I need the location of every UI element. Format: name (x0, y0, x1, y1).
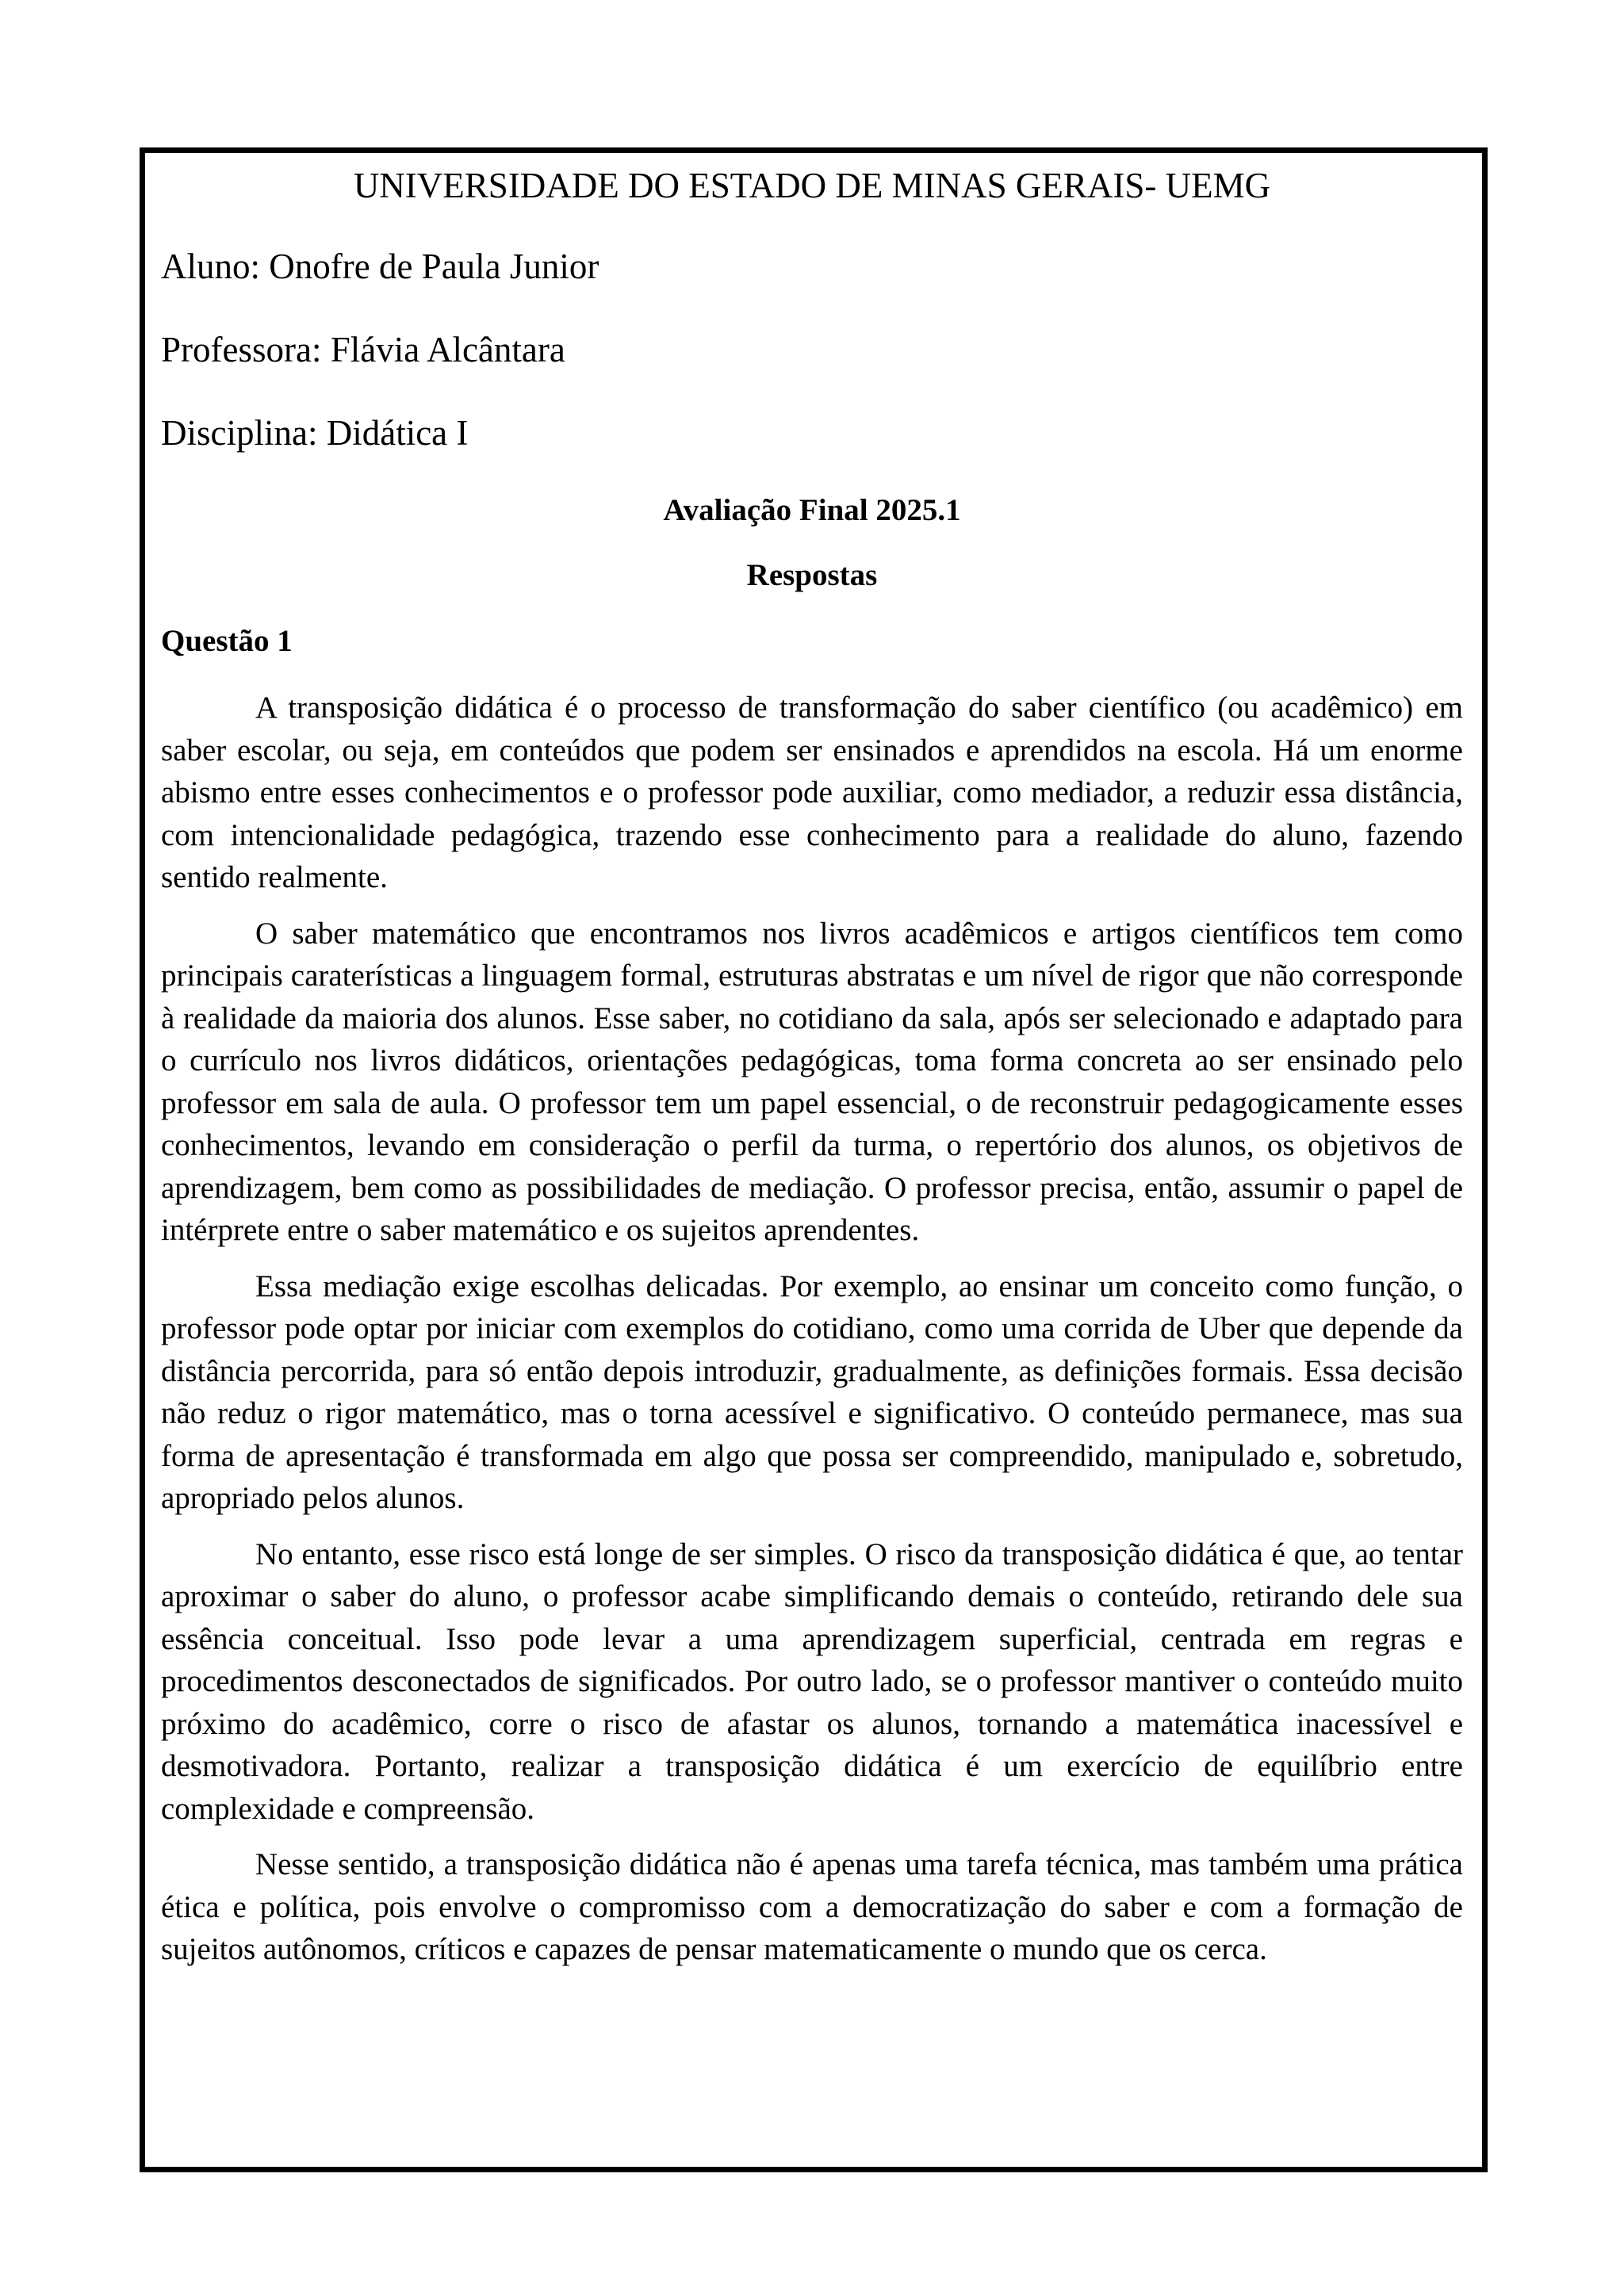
answer-paragraph: Nesse sentido, a transposição didática não é apenas uma tarefa técnica, mas também uma prática ética e política, pois envolve o compromisso com a democratização do saber e com a formação de sujeitos autônomos, críticos e capazes de pensar matematicamente o mundo que os cerca. (161, 1847, 1463, 1967)
question-title: Questão 1 (161, 623, 293, 658)
student-line: Aluno: Onofre de Paula Junior (161, 247, 599, 286)
subject-line: Disciplina: Didática I (161, 413, 469, 453)
answer-paragraph: Essa mediação exige escolhas delicadas. Por exemplo, ao ensinar um conceito como função, o professor pode optar por iniciar com exemplos do cotidiano, como uma corrida de Uber que depende da distância percorrida, para só então depois introduzir, gradualmente, as definições formais. Essa decisão não reduz o rigor matemático, mas o torna acessível e significativo. O conteúdo permanece, mas sua forma de apresentação é transformada em algo que possa ser compreendido, manipulado e, sobretudo, apropriado pelos alunos. (161, 1269, 1463, 1516)
answer-paragraph: No entanto, esse risco está longe de ser simples. O risco da transposição didática é que, ao tentar aproximar o saber do aluno, o professor acabe simplificando demais o conteúdo, retirando dele sua essência conceitual. Isso pode levar a uma aprendizagem superficial, centrada em regras e procedimentos desconectados de significados. Por outro lado, se o professor mantiver o conteúdo muito próximo do acadêmico, corre o risco de afastar os alunos, tornando a matemática inacessível e desmotivadora. Portanto, realizar a transposição didática é um exercício de equilíbrio entre complexidade e compreensão. (161, 1536, 1463, 1826)
university-title: UNIVERSIDADE DO ESTADO DE MINAS GERAIS- UEMG (353, 166, 1271, 205)
teacher-line: Professora: Flávia Alcântara (161, 330, 565, 369)
evaluation-title: Avaliação Final 2025.1 (663, 493, 961, 527)
answer-paragraph: A transposição didática é o processo de transformação do saber científico (ou acadêmico) em saber escolar, ou seja, em conteúdos que podem ser ensinados e aprendidos na escola. Há um enorme abismo entre esses conhecimentos e o professor pode auxiliar, como mediador, a reduzir essa distância, com intencionalidade pedagógica, trazendo esse conhecimento para a realidade do aluno, fazendo sentido realmente. (161, 691, 1463, 895)
document-frame (140, 147, 1488, 2172)
answers-title: Respostas (746, 557, 878, 592)
answer-paragraph: O saber matemático que encontramos nos livros acadêmicos e artigos científicos tem como principais caraterísticas a linguagem formal, estruturas abstratas e um nível de rigor que não corresponde à realidade da maioria dos alunos. Esse saber, no cotidiano da sala, após ser selecionado e adaptado para o currículo nos livros didáticos, orientações pedagógicas, toma forma concreta ao ser ensinado pelo professor em sala de aula. O professor tem um papel essencial, o de reconstruir pedagogicamente esses conhecimentos, levando em consideração o perfil da turma, o repertório dos alunos, os objetivos de aprendizagem, bem como as possibilidades de mediação. O professor precisa, então, assumir o papel de intérprete entre o saber matemático e os sujeitos aprendentes. (161, 916, 1463, 1248)
